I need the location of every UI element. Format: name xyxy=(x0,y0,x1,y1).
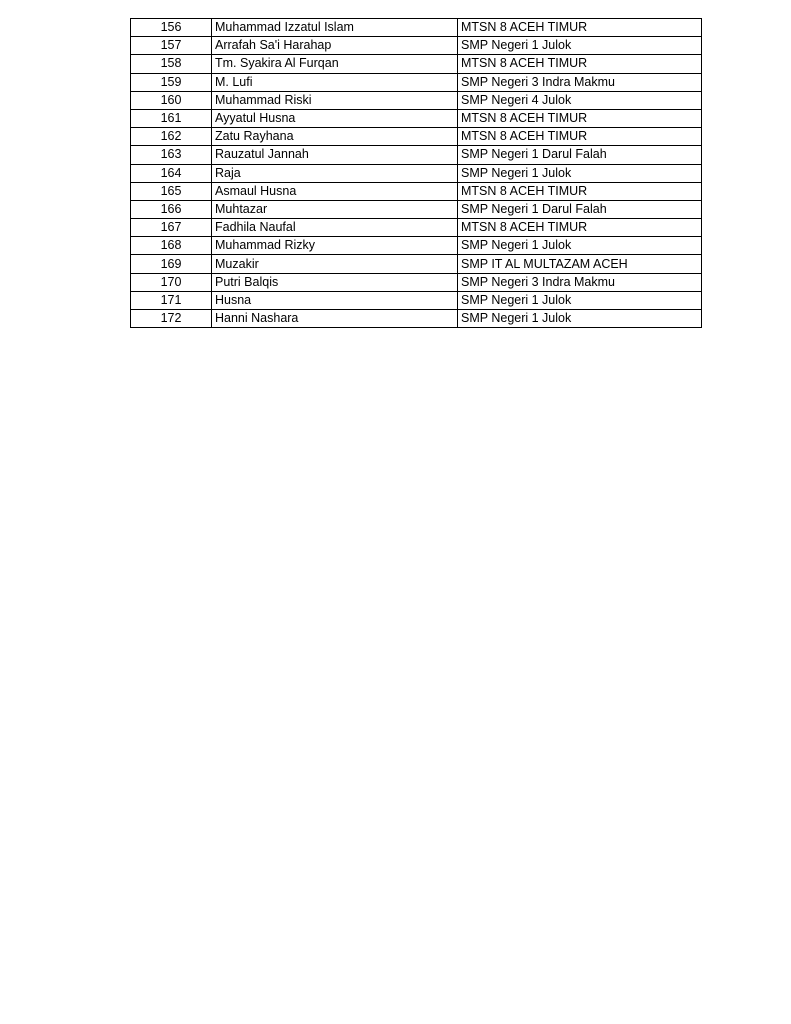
school-name: SMP IT AL MULTAZAM ACEH xyxy=(458,255,702,273)
row-number: 164 xyxy=(131,164,212,182)
row-number: 162 xyxy=(131,128,212,146)
participant-name: Muhammad Riski xyxy=(212,91,458,109)
participant-name: Arrafah Sa'i Harahap xyxy=(212,37,458,55)
participant-name: Muhammad Izzatul Islam xyxy=(212,19,458,37)
participant-table xyxy=(130,18,702,328)
row-number: 171 xyxy=(131,291,212,309)
table-row xyxy=(131,273,702,291)
school-name: SMP Negeri 1 Julok xyxy=(458,237,702,255)
school-name: SMP Negeri 1 Darul Falah xyxy=(458,200,702,218)
school-name: SMP Negeri 1 Julok xyxy=(458,37,702,55)
participant-name: Muhtazar xyxy=(212,200,458,218)
school-name: SMP Negeri 3 Indra Makmu xyxy=(458,273,702,291)
participant-name: Raja xyxy=(212,164,458,182)
table-row xyxy=(131,91,702,109)
row-number: 165 xyxy=(131,182,212,200)
row-number: 159 xyxy=(131,73,212,91)
table-row xyxy=(131,146,702,164)
participant-table-body xyxy=(131,19,702,328)
participant-name: Zatu Rayhana xyxy=(212,128,458,146)
row-number: 167 xyxy=(131,219,212,237)
participant-name: Asmaul Husna xyxy=(212,182,458,200)
row-number: 166 xyxy=(131,200,212,218)
participant-name: Muhammad Rizky xyxy=(212,237,458,255)
participant-name: Muzakir xyxy=(212,255,458,273)
table-row xyxy=(131,73,702,91)
school-name: SMP Negeri 1 Julok xyxy=(458,310,702,328)
row-number: 161 xyxy=(131,109,212,127)
table-row xyxy=(131,200,702,218)
table-row xyxy=(131,37,702,55)
row-number: 170 xyxy=(131,273,212,291)
row-number: 169 xyxy=(131,255,212,273)
school-name: SMP Negeri 1 Darul Falah xyxy=(458,146,702,164)
row-number: 168 xyxy=(131,237,212,255)
table-row xyxy=(131,310,702,328)
row-number: 160 xyxy=(131,91,212,109)
participant-name: Ayyatul Husna xyxy=(212,109,458,127)
school-name: MTSN 8 ACEH TIMUR xyxy=(458,128,702,146)
school-name: SMP Negeri 1 Julok xyxy=(458,164,702,182)
table-row xyxy=(131,19,702,37)
participant-name: M. Lufi xyxy=(212,73,458,91)
table-row xyxy=(131,219,702,237)
participant-name: Putri Balqis xyxy=(212,273,458,291)
table-row xyxy=(131,255,702,273)
participant-name: Hanni Nashara xyxy=(212,310,458,328)
table-row xyxy=(131,291,702,309)
table-row xyxy=(131,182,702,200)
school-name: SMP Negeri 1 Julok xyxy=(458,291,702,309)
participant-name: Rauzatul Jannah xyxy=(212,146,458,164)
table-row xyxy=(131,109,702,127)
participant-name: Fadhila Naufal xyxy=(212,219,458,237)
school-name: MTSN 8 ACEH TIMUR xyxy=(458,19,702,37)
school-name: MTSN 8 ACEH TIMUR xyxy=(458,55,702,73)
row-number: 158 xyxy=(131,55,212,73)
participant-name: Husna xyxy=(212,291,458,309)
row-number: 157 xyxy=(131,37,212,55)
table-row xyxy=(131,237,702,255)
school-name: SMP Negeri 3 Indra Makmu xyxy=(458,73,702,91)
table-row xyxy=(131,128,702,146)
table-row xyxy=(131,164,702,182)
table-row xyxy=(131,55,702,73)
school-name: MTSN 8 ACEH TIMUR xyxy=(458,109,702,127)
row-number: 163 xyxy=(131,146,212,164)
participant-name: Tm. Syakira Al Furqan xyxy=(212,55,458,73)
school-name: SMP Negeri 4 Julok xyxy=(458,91,702,109)
row-number: 156 xyxy=(131,19,212,37)
school-name: MTSN 8 ACEH TIMUR xyxy=(458,219,702,237)
row-number: 172 xyxy=(131,310,212,328)
school-name: MTSN 8 ACEH TIMUR xyxy=(458,182,702,200)
